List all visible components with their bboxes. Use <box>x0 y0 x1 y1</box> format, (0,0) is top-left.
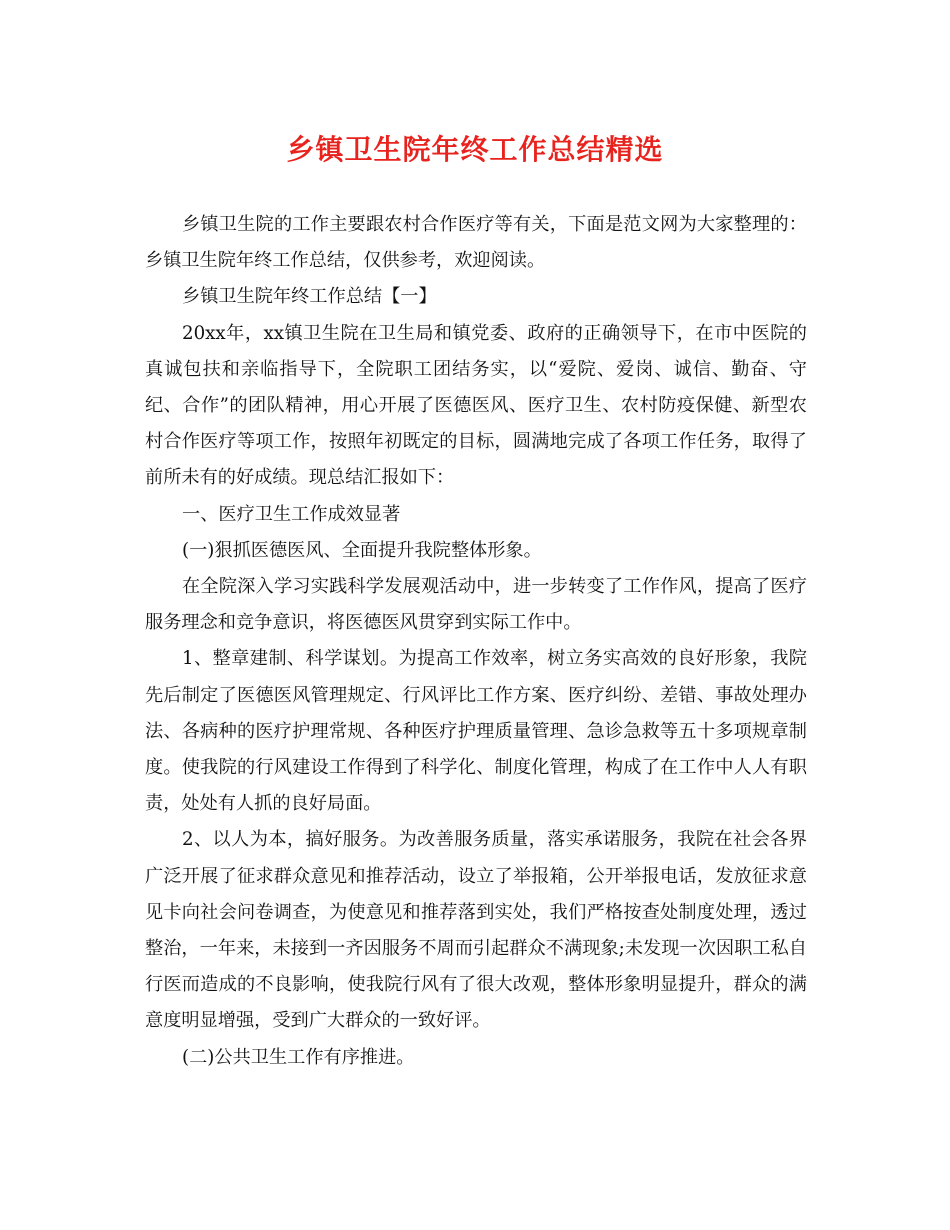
paragraph-heading-1: 一、医疗卫生工作成效显著 <box>182 503 401 525</box>
document-body <box>145 207 807 1076</box>
paragraph-subheading-1: (一)狠抓医德医风、全面提升我院整体形象。 <box>182 539 542 561</box>
paragraph-section-heading: 乡镇卫生院年终工作总结【一】 <box>182 286 437 308</box>
paragraph-subheading-2: (二)公共卫生工作有序推进。 <box>182 1046 415 1068</box>
paragraph-item-1: 1、整章建制、科学谋划。为提高工作效率，树立务实高效的良好形象，我院先后制定了医德医风管理规定、行风评比工作方案、医疗纠纷、差错、事故处理办法、各病种的医疗护理常规、各种医疗护理质量管理、急诊急救等五十多项规章制度。使我院的行风建设工作得到了科学化、制度化管理，构成了在工作中人人有职责，处处有人抓的良好局面。 <box>145 648 807 815</box>
paragraph-overview: 20xx年，xx镇卫生院在卫生局和镇党委、政府的正确领导下，在市中医院的真诚包扶和亲临指导下，全院职工团结务实，以“爱院、爱岗、诚信、勤奋、守纪、合作”的团队精神，用心开展了医德医风、医疗卫生、农村防疫保健、新型农村合作医疗等项工作，按照年初既定的目标，圆满地完成了各项工作任务，取得了前所未有的好成绩。现总结汇报如下： <box>145 322 807 489</box>
paragraph-item-2: 2、以人为本，搞好服务。为改善服务质量，落实承诺服务，我院在社会各界广泛开展了征求群众意见和推荐活动，设立了举报箱，公开举报电话，发放征求意见卡向社会问卷调查，为使意见和推荐落到实处，我们严格按查处制度处理，透过整治，一年来，未接到一齐因服务不周而引起群众不满现象;未发现一次因职工私自行医而造成的不良影响，使我院行风有了很大改观，整体形象明显提升，群众的满意度明显增强，受到广大群众的一致好评。 <box>145 829 807 1032</box>
paragraph-intro: 乡镇卫生院的工作主要跟农村合作医疗等有关，下面是范文网为大家整理的：乡镇卫生院年终工作总结，仅供参考，欢迎阅读。 <box>145 214 807 272</box>
paragraph-study: 在全院深入学习实践科学发展观活动中，进一步转变了工作作风，提高了医疗服务理念和竞争意识，将医德医风贯穿到实际工作中。 <box>145 576 807 634</box>
document-title: 乡镇卫生院年终工作总结精选 <box>286 133 664 166</box>
